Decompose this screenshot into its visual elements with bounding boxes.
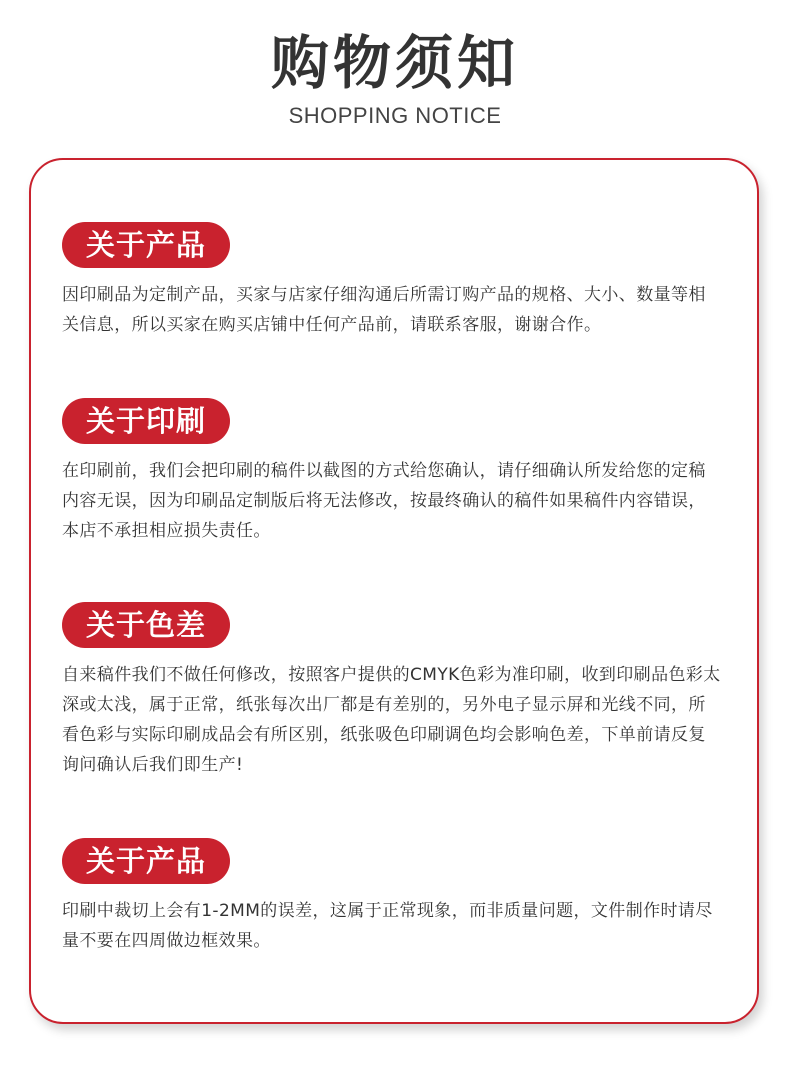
page-title: 购物须知: [270, 29, 519, 97]
section-heading-badge: 关于产品: [62, 838, 230, 884]
notice-card: [29, 158, 759, 1024]
section-body-text: 在印刷前，我们会把印刷的稿件以截图的方式给您确认，请仔细确认所发给您的定稿内容无误，因为印刷品定制版后将无法修改，按最终确认的稿件如果稿件内容错误，本店不承担相应损失责任。: [62, 461, 706, 541]
page-subtitle: SHOPPING NOTICE: [288, 103, 502, 128]
section-heading-badge: 关于印刷: [62, 398, 230, 444]
section-heading-badge: 关于色差: [62, 602, 230, 648]
section-body-text: 印刷中裁切上会有1-2MM的误差，这属于正常现象，而非质量问题，文件制作时请尽量不要在四周做边框效果。: [62, 901, 713, 951]
notice-section-printing: [62, 398, 722, 546]
section-body-text: 自来稿件我们不做任何修改，按照客户提供的CMYK色彩为准印刷，收到印刷品色彩太深或太浅，属于正常，纸张每次出厂都是有差别的，另外电子显示屏和光线不同，所看色彩与实际印刷成品会有所区别，纸张吸色印刷调色均会影响色差，下单前请反复询问确认后我们即生产!: [62, 665, 721, 775]
notice-section-color-difference: [62, 602, 722, 780]
notice-section-product: [62, 222, 722, 340]
section-heading-badge: 关于产品: [62, 222, 230, 268]
notice-section-cutting-tolerance: [62, 838, 722, 956]
section-body-text: 因印刷品为定制产品，买家与店家仔细沟通后所需订购产品的规格、大小、数量等相关信息，所以买家在购买店铺中任何产品前，请联系客服，谢谢合作。: [62, 285, 706, 335]
